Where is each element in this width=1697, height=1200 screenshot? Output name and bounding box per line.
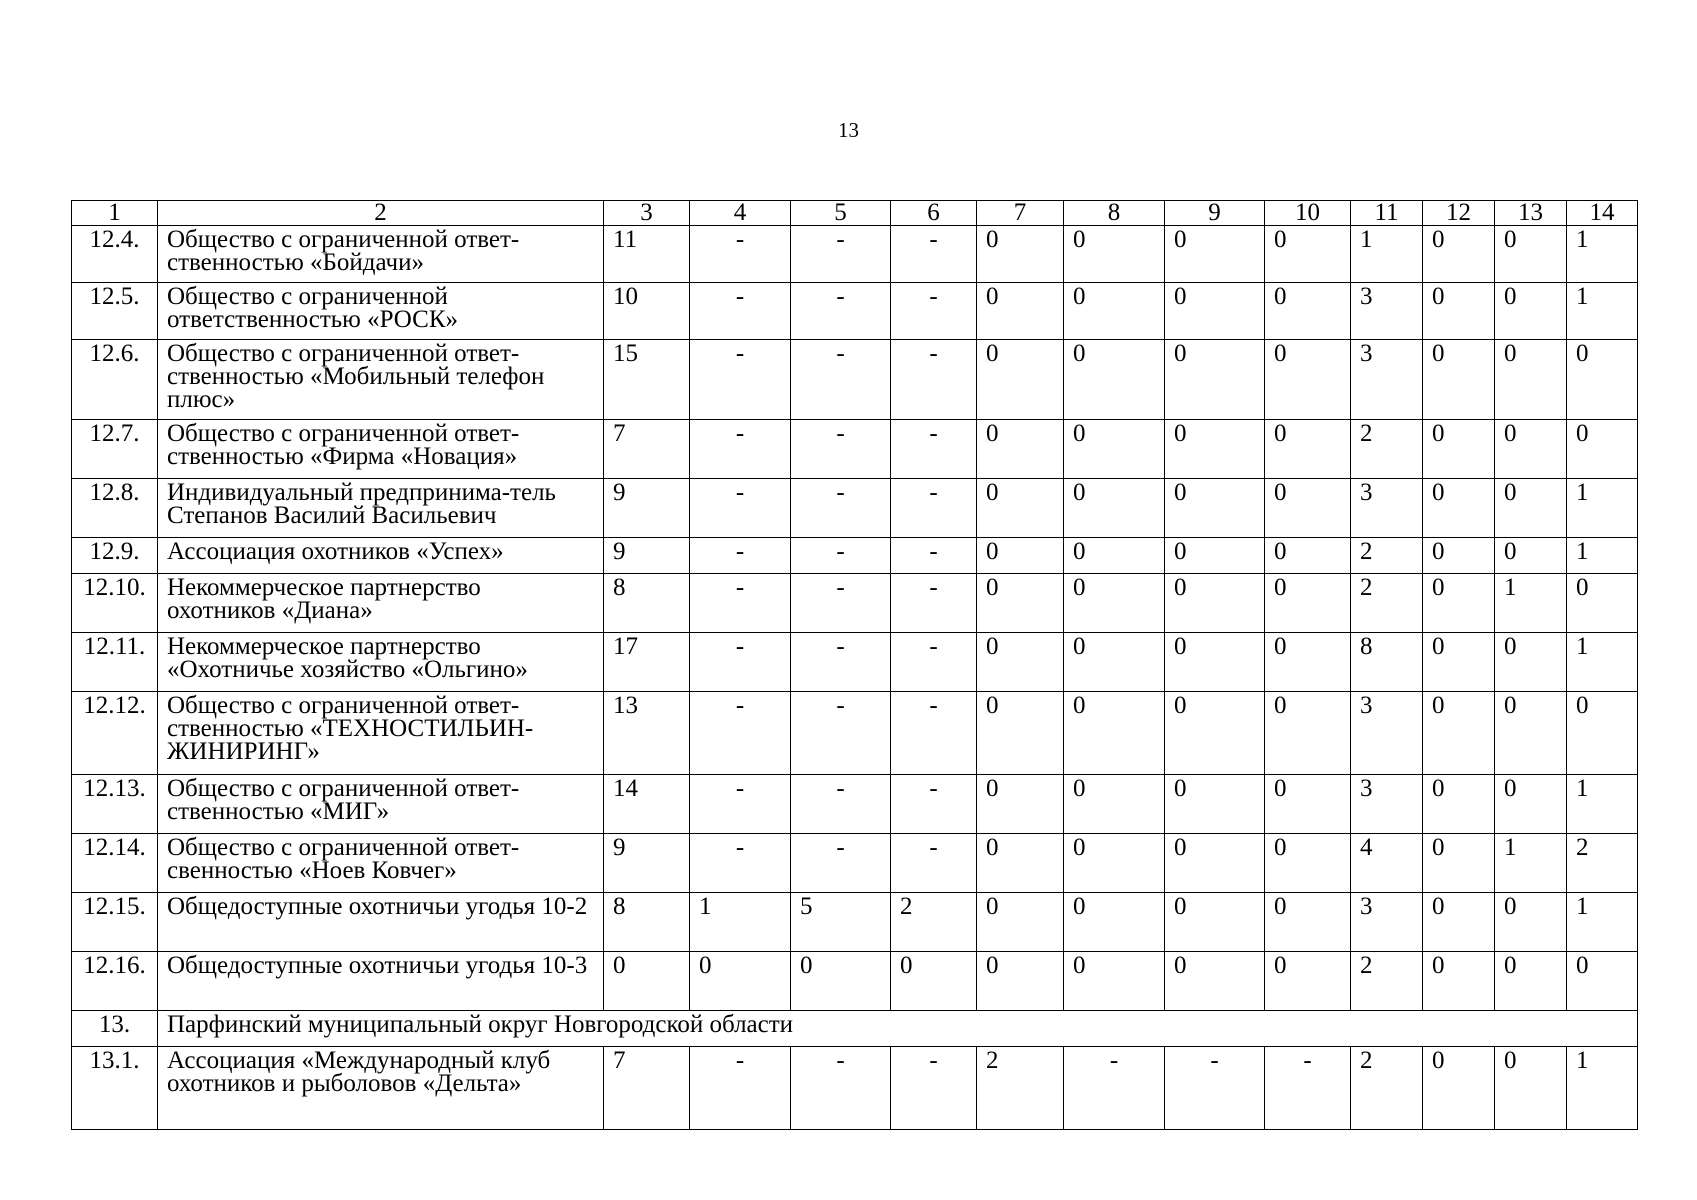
col-header: 14 [1567, 201, 1638, 226]
table-cell: 0 [977, 479, 1064, 538]
table-cell: 2 [1567, 834, 1638, 893]
col-header: 3 [604, 201, 690, 226]
table-cell: 0 [1265, 574, 1351, 633]
col-header: 1 [72, 201, 158, 226]
table-cell: 2 [1351, 420, 1423, 479]
table-cell: 0 [977, 775, 1064, 834]
table-cell: 0 [1495, 538, 1567, 574]
table-cell: - [891, 633, 977, 692]
table-cell: 0 [1423, 226, 1495, 283]
table-cell: 0 [1165, 893, 1265, 952]
table-cell: 0 [1495, 283, 1567, 340]
table-cell: 0 [1064, 574, 1165, 633]
table-cell: 0 [1064, 420, 1165, 479]
organization-name: Общество с ограниченной ответ-ственностью «Бойдачи» [158, 226, 604, 283]
table-cell: - [690, 283, 791, 340]
table-cell: 0 [1423, 893, 1495, 952]
table-cell: 0 [1064, 340, 1165, 420]
table-cell: 0 [1423, 420, 1495, 479]
table-row [72, 633, 1638, 692]
section-title: Парфинский муниципальный округ Новгородской области [158, 1011, 1638, 1047]
table-cell: 0 [1165, 226, 1265, 283]
table-cell: 0 [977, 538, 1064, 574]
table-cell: - [791, 692, 891, 775]
table-cell: 1 [1567, 283, 1638, 340]
table-cell: 13 [604, 692, 690, 775]
table-cell: - [891, 226, 977, 283]
table-cell: 0 [977, 633, 1064, 692]
table-cell: 0 [1165, 633, 1265, 692]
table-cell: 0 [1165, 420, 1265, 479]
row-number: 13.1. [72, 1047, 158, 1130]
table-header-row [72, 201, 1638, 226]
table-cell: 5 [791, 893, 891, 952]
table-cell: 2 [977, 1047, 1064, 1130]
table-cell: 0 [1064, 479, 1165, 538]
organization-name: Индивидуальный предпринима-тель Степанов Василий Васильевич [158, 479, 604, 538]
table-cell: 0 [1265, 692, 1351, 775]
table-cell: 7 [604, 1047, 690, 1130]
organization-name: Общество с ограниченной ответ-свенностью «Ноев Ковчег» [158, 834, 604, 893]
table-cell: - [690, 1047, 791, 1130]
table-cell: 0 [1567, 420, 1638, 479]
table-row [72, 574, 1638, 633]
col-header: 12 [1423, 201, 1495, 226]
table-cell: 0 [977, 952, 1064, 1011]
table-cell: 1 [1567, 775, 1638, 834]
table-cell: 0 [1064, 226, 1165, 283]
table-cell: - [690, 479, 791, 538]
table-cell: 3 [1351, 775, 1423, 834]
table-cell: - [791, 1047, 891, 1130]
table-cell: 1 [1495, 834, 1567, 893]
table-cell: - [1265, 1047, 1351, 1130]
col-header: 8 [1064, 201, 1165, 226]
section-row [72, 1011, 1638, 1047]
table-row [72, 952, 1638, 1011]
table-cell: - [791, 420, 891, 479]
table-cell: - [791, 834, 891, 893]
table-cell: 0 [1423, 574, 1495, 633]
table-cell: - [690, 538, 791, 574]
table-cell: 0 [1064, 283, 1165, 340]
table-row [72, 226, 1638, 283]
table-cell: - [690, 226, 791, 283]
table-cell: - [690, 340, 791, 420]
table-cell: - [891, 479, 977, 538]
table-cell: 0 [977, 574, 1064, 633]
row-number: 12.11. [72, 633, 158, 692]
table-cell: - [891, 574, 977, 633]
col-header: 9 [1165, 201, 1265, 226]
table-cell: 3 [1351, 692, 1423, 775]
table-cell: - [791, 226, 891, 283]
table-cell: 0 [1064, 834, 1165, 893]
organization-name: Ассоциация охотников «Успех» [158, 538, 604, 574]
table-cell: 1 [1567, 479, 1638, 538]
table-cell: 7 [604, 420, 690, 479]
section-number: 13. [72, 1011, 158, 1047]
table-cell: 0 [1423, 479, 1495, 538]
col-header: 11 [1351, 201, 1423, 226]
row-number: 12.4. [72, 226, 158, 283]
table-cell: 0 [1064, 538, 1165, 574]
registry-table [71, 200, 1638, 1130]
table-cell: 0 [1567, 952, 1638, 1011]
table-cell: 1 [1567, 226, 1638, 283]
table-cell: 0 [1165, 283, 1265, 340]
table-cell: 0 [1265, 538, 1351, 574]
table-cell: 0 [977, 340, 1064, 420]
table-cell: - [690, 633, 791, 692]
table-cell: - [791, 340, 891, 420]
table-cell: 0 [1165, 574, 1265, 633]
table-cell: 1 [1567, 893, 1638, 952]
table-cell: 0 [1423, 340, 1495, 420]
table-cell: 3 [1351, 479, 1423, 538]
table-cell: - [891, 340, 977, 420]
table-cell: 0 [1064, 775, 1165, 834]
table-cell: 0 [1165, 479, 1265, 538]
table-cell: 0 [1265, 952, 1351, 1011]
table-cell: 8 [604, 574, 690, 633]
table-cell: 0 [1064, 692, 1165, 775]
table-cell: 9 [604, 538, 690, 574]
table-cell: 0 [1265, 479, 1351, 538]
col-header: 2 [158, 201, 604, 226]
table-cell: 0 [1423, 1047, 1495, 1130]
table-cell: - [891, 538, 977, 574]
col-header: 6 [891, 201, 977, 226]
table-cell: 0 [1567, 574, 1638, 633]
row-number: 12.6. [72, 340, 158, 420]
table-cell: 0 [1567, 340, 1638, 420]
table-cell: 0 [1495, 775, 1567, 834]
table-cell: 0 [1423, 834, 1495, 893]
table-cell: 1 [1567, 1047, 1638, 1130]
table-cell: 2 [1351, 952, 1423, 1011]
table-cell: 0 [1265, 633, 1351, 692]
organization-name: Общество с ограниченной ответственностью «РОСК» [158, 283, 604, 340]
table-cell: - [891, 692, 977, 775]
table-cell: 1 [1567, 538, 1638, 574]
table-cell: 0 [1423, 633, 1495, 692]
table-cell: 2 [1351, 574, 1423, 633]
table-cell: 0 [1495, 479, 1567, 538]
organization-name: Общество с ограниченной ответ-ственностью «МИГ» [158, 775, 604, 834]
table-cell: 4 [1351, 834, 1423, 893]
table-cell: 1 [1567, 633, 1638, 692]
table-cell: 15 [604, 340, 690, 420]
organization-name: Ассоциация «Международный клуб охотников и рыболовов «Дельта» [158, 1047, 604, 1130]
table-cell: 0 [1265, 226, 1351, 283]
table-cell: 8 [1351, 633, 1423, 692]
table-cell: 0 [1265, 283, 1351, 340]
table-row [72, 283, 1638, 340]
col-header: 13 [1495, 201, 1567, 226]
page-number: 13 [838, 118, 859, 142]
table-cell: 1 [690, 893, 791, 952]
table-cell: - [791, 538, 891, 574]
organization-name: Общедоступные охотничьи угодья 10-2 [158, 893, 604, 952]
table-row [72, 692, 1638, 775]
table-cell: 2 [1351, 1047, 1423, 1130]
table-cell: 0 [1495, 1047, 1567, 1130]
table-cell: - [1064, 1047, 1165, 1130]
table-cell: 0 [891, 952, 977, 1011]
table-cell: 1 [1351, 226, 1423, 283]
table-row [72, 538, 1638, 574]
col-header: 4 [690, 201, 791, 226]
organization-name: Некоммерческое партнерство охотников «Диана» [158, 574, 604, 633]
table-cell: 0 [1165, 340, 1265, 420]
table-cell: - [1165, 1047, 1265, 1130]
table-cell: 0 [1165, 538, 1265, 574]
table-cell: 0 [1567, 692, 1638, 775]
row-number: 12.5. [72, 283, 158, 340]
table-cell: 14 [604, 775, 690, 834]
table-cell: - [690, 692, 791, 775]
row-number: 12.10. [72, 574, 158, 633]
col-header: 10 [1265, 201, 1351, 226]
table-cell: 0 [1265, 775, 1351, 834]
row-number: 12.7. [72, 420, 158, 479]
table-row [72, 1047, 1638, 1130]
table-cell: 0 [1495, 893, 1567, 952]
table-cell: - [891, 1047, 977, 1130]
table-cell: - [690, 574, 791, 633]
table-cell: 0 [1495, 692, 1567, 775]
table-cell: - [891, 420, 977, 479]
table-cell: 0 [977, 226, 1064, 283]
table-cell: 0 [1165, 952, 1265, 1011]
table-cell: 2 [891, 893, 977, 952]
table-cell: 0 [1423, 952, 1495, 1011]
table-cell: - [791, 283, 891, 340]
table-cell: 10 [604, 283, 690, 340]
table-cell: 0 [690, 952, 791, 1011]
table-cell: 0 [977, 420, 1064, 479]
table-cell: - [690, 775, 791, 834]
table-cell: 0 [1265, 420, 1351, 479]
table-row [72, 775, 1638, 834]
table-cell: 0 [604, 952, 690, 1011]
row-number: 12.14. [72, 834, 158, 893]
row-number: 12.15. [72, 893, 158, 952]
col-header: 7 [977, 201, 1064, 226]
table-cell: 0 [977, 893, 1064, 952]
table-cell: 0 [1165, 692, 1265, 775]
table-cell: 0 [1165, 834, 1265, 893]
table-row [72, 893, 1638, 952]
table-row [72, 340, 1638, 420]
table-cell: 0 [977, 692, 1064, 775]
organization-name: Некоммерческое партнерство «Охотничье хозяйство «Ольгино» [158, 633, 604, 692]
table-cell: 0 [1495, 633, 1567, 692]
organization-name: Общедоступные охотничьи угодья 10-3 [158, 952, 604, 1011]
table-cell: 2 [1351, 538, 1423, 574]
table-cell: 0 [1064, 633, 1165, 692]
table-cell: 0 [1064, 893, 1165, 952]
table-cell: 0 [1495, 952, 1567, 1011]
table-cell: - [891, 775, 977, 834]
table-cell: - [791, 633, 891, 692]
col-header: 5 [791, 201, 891, 226]
table-cell: 9 [604, 479, 690, 538]
row-number: 12.9. [72, 538, 158, 574]
table-cell: 0 [1495, 340, 1567, 420]
table-cell: 0 [1064, 952, 1165, 1011]
table-cell: 0 [1265, 834, 1351, 893]
table-cell: 0 [1165, 775, 1265, 834]
organization-name: Общество с ограниченной ответ-ственностью «ТЕХНОСТИЛЬИН-ЖИНИРИНГ» [158, 692, 604, 775]
table-cell: 0 [1265, 340, 1351, 420]
table-cell: - [891, 834, 977, 893]
table-row [72, 420, 1638, 479]
row-number: 12.12. [72, 692, 158, 775]
row-number: 12.13. [72, 775, 158, 834]
row-number: 12.16. [72, 952, 158, 1011]
table-cell: 0 [977, 283, 1064, 340]
table-row [72, 834, 1638, 893]
organization-name: Общество с ограниченной ответ-ственностью «Фирма «Новация» [158, 420, 604, 479]
table-cell: - [690, 420, 791, 479]
table-cell: - [791, 479, 891, 538]
table-cell: 8 [604, 893, 690, 952]
table-cell: 0 [1423, 775, 1495, 834]
table-cell: - [690, 834, 791, 893]
table-cell: 0 [1423, 692, 1495, 775]
table-cell: 3 [1351, 283, 1423, 340]
table-cell: 1 [1495, 574, 1567, 633]
row-number: 12.8. [72, 479, 158, 538]
table-cell: - [791, 574, 891, 633]
table-cell: 0 [1265, 893, 1351, 952]
table-cell: 11 [604, 226, 690, 283]
table-cell: 9 [604, 834, 690, 893]
table-cell: 3 [1351, 340, 1423, 420]
table-cell: 17 [604, 633, 690, 692]
table-row [72, 479, 1638, 538]
table-cell: 0 [1495, 420, 1567, 479]
table-cell: 0 [977, 834, 1064, 893]
table-cell: 3 [1351, 893, 1423, 952]
organization-name: Общество с ограниченной ответ-ственностью «Мобильный телефон плюс» [158, 340, 604, 420]
table-cell: 0 [791, 952, 891, 1011]
table-cell: - [791, 775, 891, 834]
table-cell: 0 [1495, 226, 1567, 283]
table-cell: 0 [1423, 283, 1495, 340]
table-cell: - [891, 283, 977, 340]
table-cell: 0 [1423, 538, 1495, 574]
